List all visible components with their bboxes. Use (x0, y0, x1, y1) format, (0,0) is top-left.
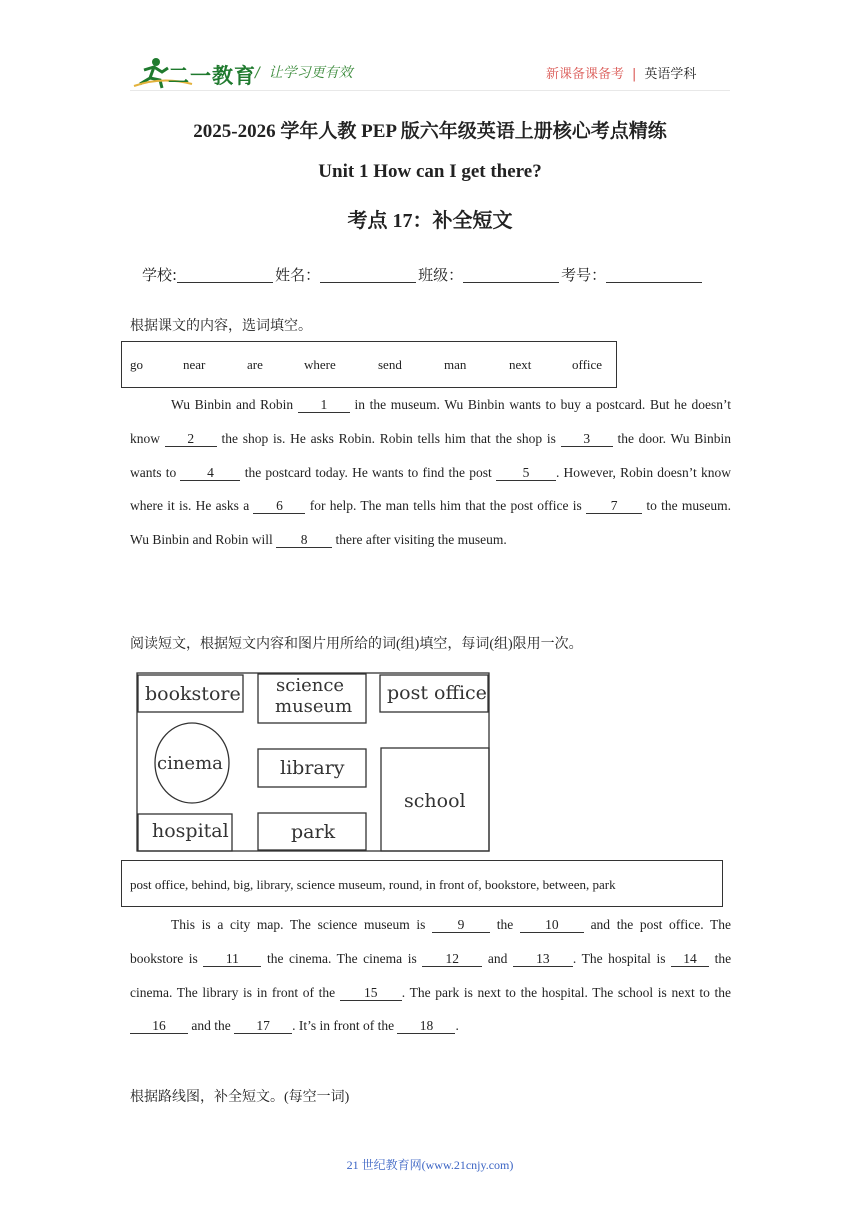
word-item: send (378, 357, 402, 372)
blank-8[interactable]: 8 (276, 532, 332, 548)
blank-2[interactable]: 2 (165, 431, 217, 447)
blank-5[interactable]: 5 (496, 465, 556, 481)
class-blank[interactable] (463, 267, 559, 283)
blank-13[interactable]: 13 (513, 951, 573, 967)
student-info-line (142, 264, 704, 285)
blank-4[interactable]: 4 (180, 465, 240, 481)
slogan: / 让学习更有效 (255, 65, 353, 81)
header-subject-text: 英语学科 (644, 67, 697, 82)
map-label-school: school (404, 790, 466, 812)
blank-7[interactable]: 7 (586, 498, 642, 514)
logo-text: 二一教育 (168, 64, 256, 88)
map-label-hospital: hospital (152, 820, 229, 842)
topic-title: 考点 17：补全短文 (347, 210, 513, 232)
header-separator: | (632, 67, 637, 82)
map-label-museum: museum (275, 696, 353, 717)
city-map (136, 672, 490, 852)
section2-instruction: 阅读短文，根据短文内容和图片用所给的词(组)填空，每词(组)限用一次。 (130, 637, 583, 652)
section1-word-box (121, 341, 617, 388)
name-blank[interactable] (320, 267, 416, 283)
number-label: 考号： (561, 266, 607, 284)
school-blank[interactable] (177, 267, 273, 283)
section1-instruction: 根据课文的内容，选词填空。 (130, 319, 312, 334)
section2-passage: This is a city map. The science museum is 9 the 10 and the post office. The bookstore is 11 the cinema. The cinema is 12 and 13 . The hospital is 14 the cinema. The library is in front of the 15 . The park is next to the hospital. The school is next to the 16 and the 17 . It’s in front of the 18 . (130, 917, 732, 1034)
blank-17[interactable]: 17 (234, 1018, 292, 1034)
blank-16[interactable]: 16 (130, 1018, 188, 1034)
header-subject (546, 63, 696, 82)
word-item: next (509, 357, 532, 372)
number-blank[interactable] (606, 267, 702, 283)
blank-10[interactable]: 10 (520, 917, 584, 933)
header-red-text: 新课备课备考 (546, 67, 625, 82)
word-item: go (130, 357, 143, 372)
word-item: man (444, 357, 467, 372)
name-label: 姓名： (275, 266, 321, 284)
word-item: near (183, 357, 206, 372)
word-item: office (572, 357, 603, 372)
map-label-park: park (291, 821, 336, 843)
page-title: 2025-2026 学年人教 PEP 版六年级英语上册核心考点精练 (193, 121, 667, 142)
blank-1[interactable]: 1 (298, 397, 350, 413)
header-divider (130, 90, 730, 91)
section1-passage: Wu Binbin and Robin 1 in the museum. Wu Binbin wants to buy a postcard. But he doesn’t know 2 the shop is. He asks Robin. Robin tells him that the shop is 3 the door. Wu Binbin wants to 4 the postcard today. He wants to find the post 5 . However, Robin doesn’t know where it is. He asks a 6 for help. The man tells him that the post office is 7 to the museum. Wu Binbin and Robin will 8 there after visiting the museum. (130, 397, 732, 548)
map-label-bookstore: bookstore (145, 683, 241, 705)
map-label-post-office: post office (387, 682, 487, 704)
section2-word-box (121, 860, 723, 907)
section2-word-list: post office, behind, big, library, science museum, round, in front of, bookstore, between, park (130, 877, 616, 892)
blank-15[interactable]: 15 (340, 985, 402, 1001)
blank-18[interactable]: 18 (397, 1018, 455, 1034)
blank-14[interactable]: 14 (671, 951, 709, 967)
section3-instruction: 根据路线图，补全短文。(每空一词) (130, 1090, 350, 1105)
blank-6[interactable]: 6 (253, 498, 305, 514)
class-label: 班级： (418, 266, 464, 284)
school-label: 学校: (142, 266, 178, 284)
map-label-science: science (276, 675, 345, 696)
blank-12[interactable]: 12 (422, 951, 482, 967)
word-item: are (247, 357, 263, 372)
map-label-library: library (280, 757, 345, 779)
unit-title: Unit 1 How can I get there? (318, 161, 542, 182)
blank-3[interactable]: 3 (561, 431, 613, 447)
word-item: where (304, 357, 336, 372)
footer-link[interactable]: 21 世纪教育网(www.21cnjy.com) (346, 1158, 514, 1172)
blank-9[interactable]: 9 (432, 917, 490, 933)
map-label-cinema: cinema (157, 753, 223, 774)
blank-11[interactable]: 11 (203, 951, 261, 967)
